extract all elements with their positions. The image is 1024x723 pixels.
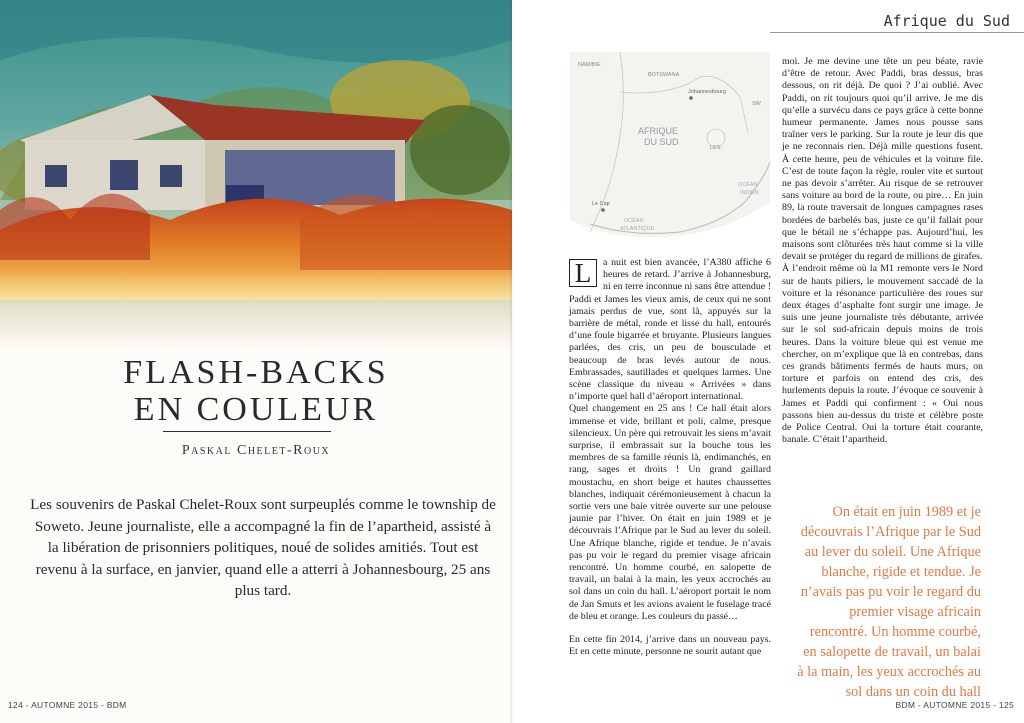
title-divider	[163, 431, 331, 432]
drop-cap: L	[569, 259, 597, 287]
map-label-atlantique: ATLANTIQUE	[620, 226, 655, 232]
article-title-line-1: FLASH-BACKS	[123, 354, 389, 391]
article-title-line-2: EN COULEUR	[133, 391, 379, 428]
map-label-johannesbourg: Johannesbourg	[688, 89, 726, 95]
map-label-le-cap: Le Cap	[592, 201, 610, 207]
header-rule	[770, 32, 1024, 33]
map-label-namibie: NAMIBIE	[578, 62, 601, 68]
body-column-2	[782, 56, 983, 447]
map-label-sw: SW.	[752, 101, 763, 107]
paragraph-1	[569, 257, 771, 403]
folio-left: 124 - AUTOMNE 2015 - BDM	[8, 700, 127, 710]
article-intro: Les souvenirs de Paskal Chelet-Roux sont surpeuplés comme le township de Soweto. Jeune journaliste, elle a accompagné la fin de l’apartheid, assisté à la libération de prisonniers politiques, noué de solides amitiés. Tout est revenu à la surface, en janvier, quand elle a atterri à Johannesbourg, 25 ans plus tard.	[30, 496, 496, 599]
body-column-1	[569, 257, 771, 659]
section-header: Afrique du Sud	[883, 12, 1010, 30]
paragraph-4: moi. Je me devine une tête un peu béate, ravie d’être de retour. Avec Paddi, bras dessus, bras dessous, on rit déjà. De quoi ? J’ai oublié. Avec Paddi, on rit toujours quoi qu’il arrive. Je me dis qu’elle a survécu dans ce pays grâce à cette bonne humeur permanente. James nous pousse sans traîner vers le parking. Sur la route je leur dis que je ne reconnais rien. Déjà mille questions fusent. À cette heure, peu de véhicules et la voiture file. C’est de toute façon la règle, rouler vite et surtout ne pas devoir s’arrêter. Au risque de se retrouver sans voiture au bord de la route, ou pire… En juin 89, la route traversait de longues campagnes rases bordées de barbelés bas, juste ce qu’il fallait pour que le bétail ne s’échappe pas. Aujourd’hui, les maisons sont clôturées très haut comme si la ville devait se protéger du regard de millions de girafes.	[782, 56, 983, 263]
house-painting-illustration	[0, 0, 512, 350]
map-label-les: LES.	[710, 145, 722, 151]
paragraph-5: À l’endroit même où la M1 remonte vers le Nord sur de hauts piliers, le mouvement saccadé de la voiture et la résonance particulière des roues sur deux étages d’asphalte font surgir une image. Je suis une jeune journaliste très débutante, arrivée sur le sol sud-africain depuis moins de trois heures. Dans la voiture bleue qui est venue me chercher, on m’explique que là en contrebas, dans ces grands bâtiments fermés de hauts murs, on torture et parfois on entend des cris, des hurlements depuis la route. J’évoque ce souvenir à James et Paddi qui confirment : « Oui nous passons bien au-dessus du triste et célèbre poste de Police Central. Oui la torture était courante, banale. C’était l’apartheid.	[782, 263, 983, 446]
south-africa-map	[570, 52, 770, 244]
map-label-indien: INDIEN	[740, 190, 759, 196]
right-page	[512, 0, 1024, 723]
pull-quote: On était en juin 1989 et je découvrais l’Afrique par le Sud au lever du soleil. Une Afrique blanche, rigide et tendue. Je n’avais pas pu voir le regard du premier visage africain rencontré. Un homme courbé, en salopette de travail, un balai à la main, les yeux accrochés au sol dans un coin du hall	[797, 504, 981, 700]
map-label-du-sud: DU SUD	[644, 137, 679, 147]
folio-right: BDM - AUTOMNE 2015 - 125	[895, 700, 1014, 710]
map-label-ocean-atl: OCÉAN	[624, 218, 644, 224]
paragraph-1-text: a nuit est bien avancée, l’A380 affiche 6 heures de retard. J’arrive à Johannesburg, ni en terre inconnue ni sans être attendue ! Paddi et James les vieux amis, de ceux qui ne sont jamais perdus de vue, sont là, appuyés sur la barrière de métal, ronde et lisse du hall, entourés d’une foule bigarrée et bruyante. Plusieurs langues parlées, des cris, un peu de bousculade et beaucoup de bras levés autour de nous. Embrassades, sautillades et quelques larmes. Une scène classique du niveau « Arrivées » dans n’importe quel hall d’aéroport international.	[569, 257, 771, 403]
page-gutter	[510, 0, 514, 723]
article-author: Paskal Chelet-Roux	[181, 443, 331, 458]
map-label-ocean-ind: OCÉAN	[738, 182, 758, 188]
paragraph-2: Quel changement en 25 ans ! Ce hall était alors immense et vide, brillant et poli, calme, presque silencieux. Un père qui retrouvait les siens m’avait surprise, il embrassait sur la bouche tous les membres de sa famille réunis là, endimanchés, en rang, sages et droits ! Un grand gaillard moustachu, en short beige et hautes chaussettes blanches, indiquait cérémonieusement à chacun la sortie vers une baie vitrée ouverte sur une pelouse jaunie par l’hiver. On était en juin 1989 et je découvrais l’Afrique par le Sud au lever du soleil. Une Afrique blanche, rigide et tendue. Je n’avais pas pu voir le regard du premier visage africain rencontré. Un homme courbé, en salopette de travail, un balai à la main, les yeux accrochés au sol dans un coin du hall. L’aéroport portait le nom de Jan Smuts et les avions avaient le fuselage tracé de bleu et orange. Les couleurs du passé…	[569, 403, 771, 622]
map-label-botswana: BOTSWANA	[648, 72, 680, 78]
paragraph-3: En cette fin 2014, j’arrive dans un nouveau pays. Et en cette minute, personne ne sourit autant que	[569, 634, 771, 658]
map-label-afrique: AFRIQUE	[638, 126, 679, 136]
